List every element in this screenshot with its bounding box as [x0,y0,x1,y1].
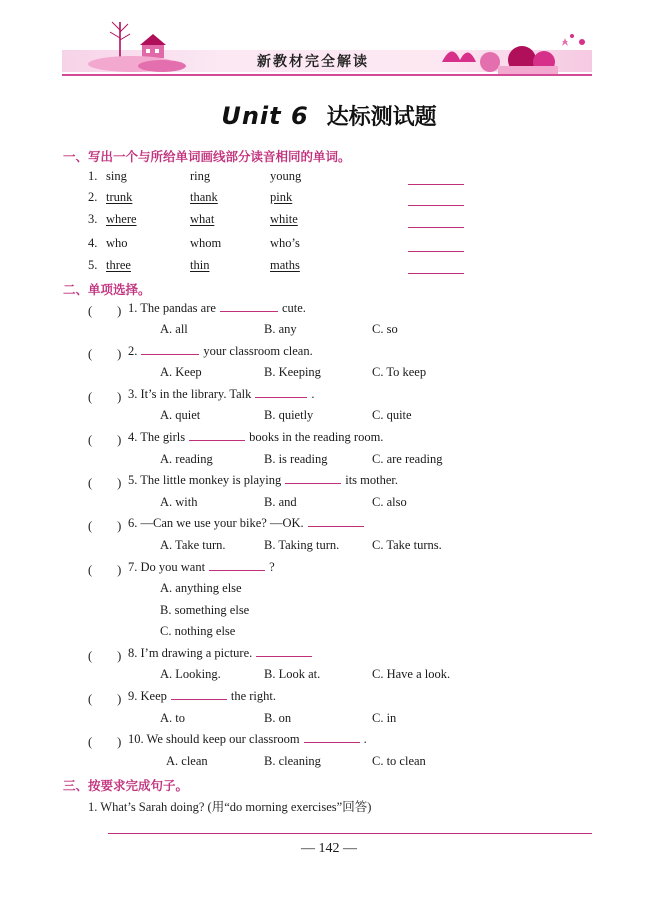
option-b: B. Keeping [264,365,321,379]
row-number: 3. [88,212,98,226]
option-a: A. with [160,495,198,509]
question-number: 10. [128,732,144,746]
question-stem-post: books in the reading room. [249,430,384,444]
option-a: A. clean [166,754,208,768]
option-b: B. Look at. [264,667,321,681]
answer-blank[interactable] [141,354,199,355]
question-number: 1. [128,301,138,315]
question-number: 7. [128,560,138,574]
flower-decoration-icon [432,32,592,76]
option-c: C. quite [372,408,412,422]
option-b: B. and [264,495,297,509]
question-stem-pre: Do you want [140,560,206,574]
option-c: C. Take turns. [372,538,442,552]
page-header [62,18,592,80]
question-text [128,344,313,359]
answer-parentheses[interactable]: ( ) [88,347,122,361]
word: where [106,212,137,226]
word: ring [190,169,211,183]
option-b: B. any [264,322,297,336]
page-number: — 142 — [301,841,357,856]
question-number: 9. [128,689,138,703]
question-stem-post: its mother. [345,473,399,487]
answer-blank[interactable] [408,273,464,274]
answer-blank[interactable] [408,251,464,252]
question-text [128,473,398,488]
option-b: B. is reading [264,452,328,466]
word: trunk [106,190,133,204]
option-b: B. Taking turn. [264,538,340,552]
option-b: B. cleaning [264,754,321,768]
option-a: A. quiet [160,408,201,422]
answer-parentheses[interactable]: ( ) [88,304,122,318]
question-stem-pre: The girls [140,430,186,444]
header-title: 新教材完全解读 [257,54,369,70]
answer-blank[interactable] [189,440,245,441]
answer-parentheses[interactable]: ( ) [88,433,122,447]
option-a: A. anything else [160,581,242,595]
question-stem-pre: It’s in the library. Talk [140,387,252,401]
answer-blank[interactable] [256,656,312,657]
answer-blank[interactable] [171,699,227,700]
question-stem-post: the right. [230,689,277,703]
answer-blank[interactable] [304,742,360,743]
answer-blank[interactable] [220,311,278,312]
word: three [106,258,131,272]
option-c: C. Have a look. [372,667,451,681]
question-stem-pre: The little monkey is playing [140,473,282,487]
word: young [270,169,302,183]
question-stem-pre: I’m drawing a picture. [140,646,253,660]
answer-blank[interactable] [285,483,341,484]
word: pink [270,190,293,204]
word: maths [270,258,300,272]
answer-parentheses[interactable]: ( ) [88,649,122,663]
answer-parentheses[interactable]: ( ) [88,519,122,533]
answer-blank[interactable] [308,526,364,527]
option-a: A. Looking. [160,667,221,681]
question-stem-pre: The pandas are [140,301,216,315]
question-stem-pre: Keep [140,689,167,703]
answer-blank[interactable] [408,205,464,206]
option-b: B. something else [160,603,250,617]
question-stem-post: cute. [281,301,306,315]
option-b: B. on [264,711,292,725]
option-a: A. all [160,322,188,336]
answer-parentheses[interactable]: ( ) [88,735,122,749]
word: whom [190,236,222,250]
section1-heading: 一、写出一个与所给单词画线部分读音相同的单词。 [63,149,351,164]
footer-rule [108,833,592,834]
section3-question-1: 1. What’s Sarah doing? (用“do morning exercises”回答) [88,800,372,814]
word: sing [106,169,127,183]
option-c: C. also [372,495,407,509]
question-text [128,732,367,747]
question-text [128,646,316,661]
answer-parentheses[interactable]: ( ) [88,476,122,490]
word: white [270,212,298,226]
question-number: 8. [128,646,138,660]
question-number: 2. [128,344,138,358]
word: who’s [270,236,300,250]
option-c: C. in [372,711,397,725]
option-a: A. Take turn. [160,538,226,552]
word: thin [190,258,210,272]
unit-name: 达标测试题 [326,104,437,130]
option-c: C. To keep [372,365,427,379]
tree-house-decoration-icon [82,18,192,74]
question-stem-post: . [311,387,315,401]
question-text [128,387,315,402]
question-stem-post: your classroom clean. [203,344,313,358]
question-number: 3. [128,387,138,401]
option-c: C. to clean [372,754,426,768]
option-a: A. to [160,711,185,725]
unit-title [0,100,658,131]
question-number: 6. [128,516,138,530]
question-stem-post: ? [269,560,275,574]
answer-blank[interactable] [408,184,464,185]
row-number: 1. [88,169,98,183]
answer-blank[interactable] [408,227,464,228]
option-b: B. quietly [264,408,314,422]
question-text [128,689,276,704]
row-number: 4. [88,236,98,250]
question-text [128,516,368,531]
option-c: C. so [372,322,398,336]
option-c: C. are reading [372,452,443,466]
section2-heading: 二、单项选择。 [63,282,151,297]
word: who [106,236,128,250]
answer-parentheses[interactable]: ( ) [88,563,122,577]
question-text [128,301,306,316]
row-number: 2. [88,190,98,204]
option-c: C. nothing else [160,624,236,638]
question-number: 4. [128,430,138,444]
option-a: A. reading [160,452,213,466]
section3-heading: 三、按要求完成句子。 [63,778,189,793]
word: thank [190,190,218,204]
question-stem-pre: We should keep our classroom [146,732,300,746]
answer-blank[interactable] [255,397,307,398]
question-text [128,430,383,445]
answer-parentheses[interactable]: ( ) [88,390,122,404]
question-number: 5. [128,473,138,487]
question-stem-post: . [363,732,367,746]
word: what [190,212,215,226]
answer-parentheses[interactable]: ( ) [88,692,122,706]
question-text [128,560,275,575]
option-a: A. Keep [160,365,202,379]
question-stem-pre: —Can we use your bike? —OK. [140,516,304,530]
row-number: 5. [88,258,98,272]
answer-blank[interactable] [209,570,265,571]
unit-code: Unit 6 [221,102,309,130]
